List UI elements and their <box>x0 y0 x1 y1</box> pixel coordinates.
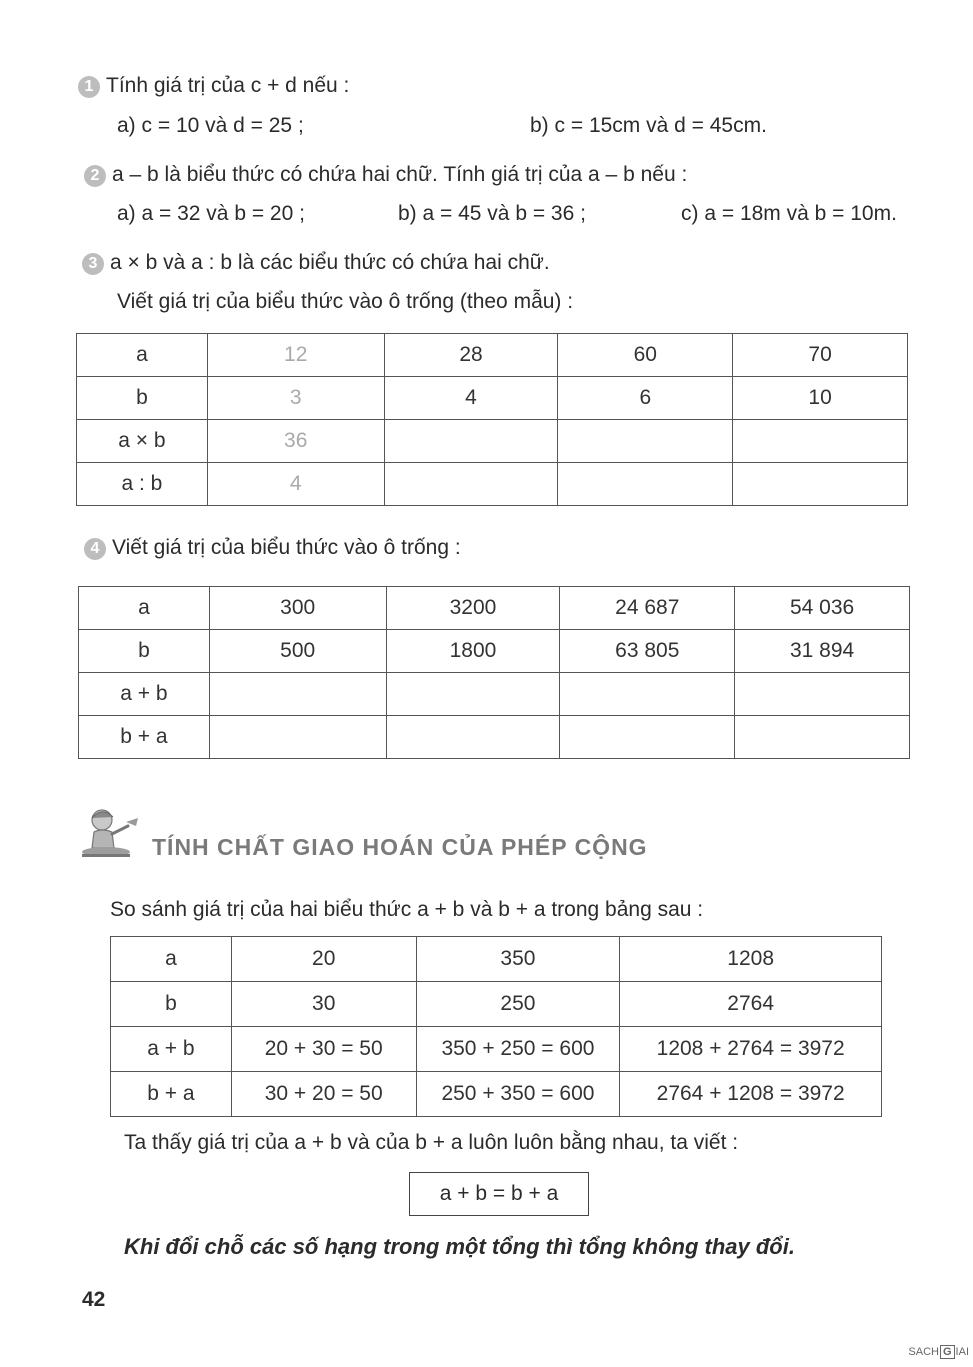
exercise-2a: a) a = 32 và b = 20 ; <box>117 202 305 225</box>
table-cell: 3 <box>207 377 384 420</box>
table-cell-blank <box>384 463 558 506</box>
table-cell: 1208 + 2764 = 3972 <box>620 1027 882 1072</box>
table-cell-blank <box>735 673 910 716</box>
table-cell: 250 <box>416 982 620 1027</box>
section-title: TÍNH CHẤT GIAO HOÁN CỦA PHÉP CỘNG <box>152 834 648 860</box>
table-row <box>77 420 908 463</box>
exercise-number-badge: 2 <box>84 165 106 187</box>
table-cell: 12 <box>207 334 384 377</box>
exercise-1a: a) c = 10 và d = 25 ; <box>117 114 304 137</box>
table-cell: 30 + 20 = 50 <box>231 1072 416 1117</box>
exercise-4-prompt: 4 Viết giá trị của biểu thức vào ô trống : <box>84 536 461 560</box>
row-label: b + a <box>79 716 210 759</box>
student-mascot-icon <box>80 804 146 860</box>
exercise-2b: b) a = 45 và b = 36 ; <box>398 202 586 225</box>
exercise-3-table <box>76 333 908 506</box>
table-row <box>79 630 910 673</box>
row-label: b <box>79 630 210 673</box>
table-row <box>111 1072 882 1117</box>
exercise-3-prompt: 3 a × b và a : b là các biểu thức có chứa hai chữ. <box>82 251 550 275</box>
row-label: a <box>79 587 210 630</box>
exercise-2-prompt: 2 a – b là biểu thức có chứa hai chữ. Tính giá trị của a – b nếu : <box>84 163 687 187</box>
table-row <box>79 673 910 716</box>
table-cell-blank <box>386 716 560 759</box>
table-cell: 500 <box>209 630 386 673</box>
table-cell-blank <box>209 673 386 716</box>
exercise-number-badge: 1 <box>78 76 100 98</box>
table-cell: 63 805 <box>560 630 735 673</box>
table-row <box>77 334 908 377</box>
row-label: b + a <box>111 1072 232 1117</box>
table-row <box>77 463 908 506</box>
table-cell-blank <box>560 673 735 716</box>
watermark-logo: SACH G IAI <box>908 1346 969 1358</box>
table-cell: 20 <box>231 937 416 982</box>
table-cell: 350 <box>416 937 620 982</box>
table-row <box>111 937 882 982</box>
table-cell: 300 <box>209 587 386 630</box>
table-cell: 3200 <box>386 587 560 630</box>
table-cell: 4 <box>207 463 384 506</box>
commutative-table <box>110 936 882 1117</box>
conclusion-text: Ta thấy giá trị của a + b và của b + a luôn luôn bằng nhau, ta viết : <box>124 1131 739 1154</box>
table-cell: 350 + 250 = 600 <box>416 1027 620 1072</box>
row-label: a + b <box>79 673 210 716</box>
table-cell: 6 <box>558 377 733 420</box>
table-cell: 250 + 350 = 600 <box>416 1072 620 1117</box>
row-label: b <box>111 982 232 1027</box>
page-number: 42 <box>82 1288 106 1311</box>
table-cell: 1800 <box>386 630 560 673</box>
exercise-number-badge: 3 <box>82 253 104 275</box>
table-cell: 24 687 <box>560 587 735 630</box>
row-label: a <box>111 937 232 982</box>
row-label: a × b <box>77 420 208 463</box>
table-cell-blank <box>558 463 733 506</box>
exercise-2c: c) a = 18m và b = 10m. <box>681 202 897 225</box>
table-cell: 30 <box>231 982 416 1027</box>
rule-statement: Khi đổi chỗ các số hạng trong một tổng thì tổng không thay đổi. <box>124 1234 795 1259</box>
table-row <box>111 982 882 1027</box>
table-cell-blank <box>384 420 558 463</box>
table-row <box>111 1027 882 1072</box>
table-cell: 2764 <box>620 982 882 1027</box>
table-cell: 4 <box>384 377 558 420</box>
row-label: a <box>77 334 208 377</box>
table-row <box>79 716 910 759</box>
table-cell: 60 <box>558 334 733 377</box>
section-intro: So sánh giá trị của hai biểu thức a + b và b + a trong bảng sau : <box>110 898 704 921</box>
formula-box: a + b = b + a <box>409 1172 589 1216</box>
table-cell-blank <box>733 463 908 506</box>
table-cell: 2764 + 1208 = 3972 <box>620 1072 882 1117</box>
exercise-1-prompt: 1 Tính giá trị của c + d nếu : <box>78 74 349 98</box>
table-cell: 28 <box>384 334 558 377</box>
table-row <box>79 587 910 630</box>
table-cell-blank <box>386 673 560 716</box>
table-cell: 70 <box>733 334 908 377</box>
table-cell: 20 + 30 = 50 <box>231 1027 416 1072</box>
table-row <box>77 377 908 420</box>
exercise-3-instruction: Viết giá trị của biểu thức vào ô trống (theo mẫu) : <box>117 290 574 313</box>
exercise-4-table <box>78 586 910 759</box>
exercise-1b: b) c = 15cm và d = 45cm. <box>530 114 767 137</box>
table-cell: 10 <box>733 377 908 420</box>
row-label: a : b <box>77 463 208 506</box>
table-cell: 36 <box>207 420 384 463</box>
table-cell-blank <box>735 716 910 759</box>
row-label: b <box>77 377 208 420</box>
table-cell-blank <box>558 420 733 463</box>
table-cell: 1208 <box>620 937 882 982</box>
table-cell: 31 894 <box>735 630 910 673</box>
table-cell-blank <box>733 420 908 463</box>
row-label: a + b <box>111 1027 232 1072</box>
exercise-number-badge: 4 <box>84 538 106 560</box>
table-cell: 54 036 <box>735 587 910 630</box>
table-cell-blank <box>209 716 386 759</box>
table-cell-blank <box>560 716 735 759</box>
